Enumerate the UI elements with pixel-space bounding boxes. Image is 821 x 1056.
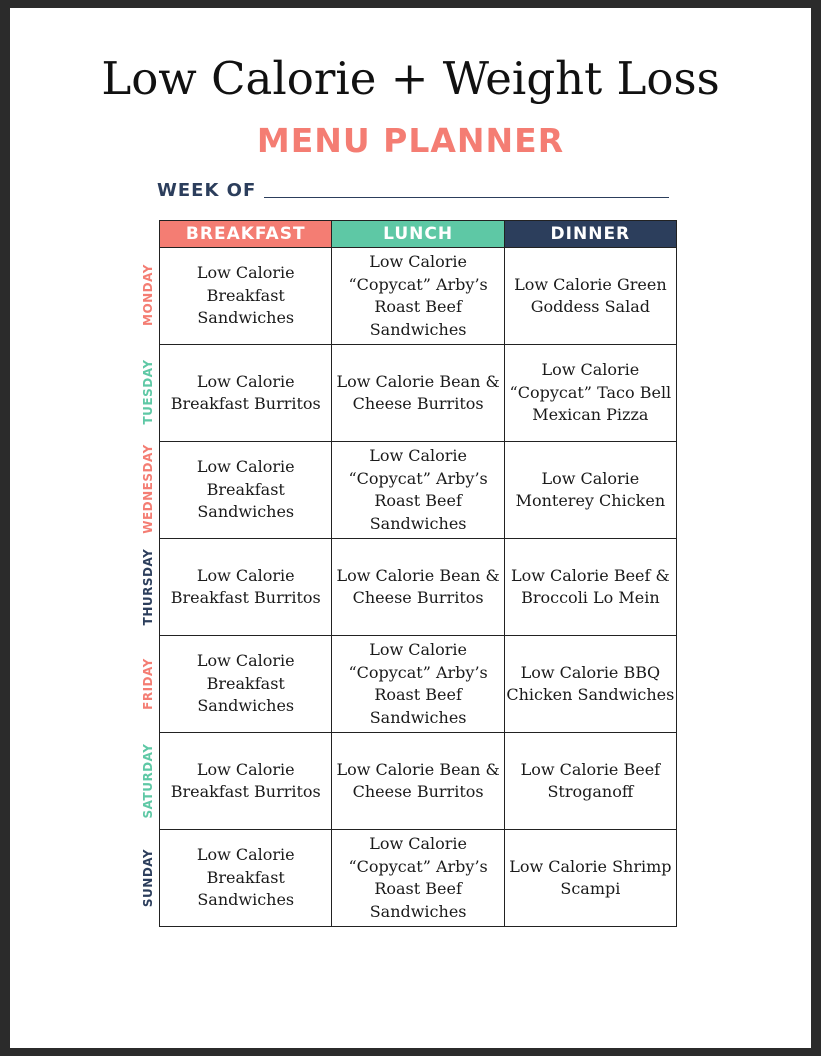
day-label-sunday: SUNDAY	[141, 849, 155, 908]
meal-cell-lunch: Low Calorie “Copycat” Arby’s Roast Beef Sandwiches	[332, 442, 504, 539]
meal-cell-lunch: Low Calorie “Copycat” Arby’s Roast Beef Sandwiches	[332, 248, 504, 345]
week-of-label: WEEK OF	[157, 180, 257, 201]
table-row	[160, 539, 677, 636]
meal-cell-breakfast: Low Calorie Breakfast Burritos	[160, 345, 332, 442]
table-row	[160, 636, 677, 733]
table-row	[160, 442, 677, 539]
meal-cell-lunch: Low Calorie Bean & Cheese Burritos	[332, 345, 504, 442]
document-page	[10, 8, 811, 1048]
meal-cell-breakfast: Low Calorie Breakfast Burritos	[160, 539, 332, 636]
page-title: Low Calorie + Weight Loss	[101, 52, 720, 105]
day-label-wednesday: WEDNESDAY	[141, 444, 155, 535]
meal-cell-dinner: Low Calorie Beef & Broccoli Lo Mein	[504, 539, 676, 636]
day-label-saturday: SATURDAY	[141, 743, 155, 819]
meal-cell-dinner: Low Calorie Beef Stroganoff	[504, 733, 676, 830]
meal-cell-dinner: Low Calorie BBQ Chicken Sandwiches	[504, 636, 676, 733]
meal-cell-lunch: Low Calorie “Copycat” Arby’s Roast Beef Sandwiches	[332, 636, 504, 733]
day-label-monday: MONDAY	[141, 263, 155, 326]
table-row	[160, 830, 677, 927]
day-label-tuesday: TUESDAY	[141, 359, 155, 425]
meal-cell-breakfast: Low Calorie Breakfast Sandwiches	[160, 442, 332, 539]
meal-cell-dinner: Low Calorie “Copycat” Taco Bell Mexican Pizza	[504, 345, 676, 442]
header-lunch: LUNCH	[332, 221, 504, 248]
week-of-line	[264, 197, 669, 198]
meal-cell-dinner: Low Calorie Green Goddess Salad	[504, 248, 676, 345]
day-label-thursday: THURSDAY	[141, 548, 155, 625]
header-row	[160, 221, 677, 248]
meal-cell-breakfast: Low Calorie Breakfast Sandwiches	[160, 248, 332, 345]
meal-cell-dinner: Low Calorie Monterey Chicken	[504, 442, 676, 539]
meal-cell-breakfast: Low Calorie Breakfast Sandwiches	[160, 636, 332, 733]
table-row	[160, 345, 677, 442]
meal-cell-lunch: Low Calorie Bean & Cheese Burritos	[332, 539, 504, 636]
meal-cell-lunch: Low Calorie Bean & Cheese Burritos	[332, 733, 504, 830]
page-subtitle: MENU PLANNER	[256, 121, 565, 160]
header-breakfast: BREAKFAST	[160, 221, 332, 248]
week-of-field	[157, 180, 669, 201]
meal-cell-breakfast: Low Calorie Breakfast Burritos	[160, 733, 332, 830]
table-row	[160, 733, 677, 830]
menu-table	[159, 220, 677, 927]
meal-cell-breakfast: Low Calorie Breakfast Sandwiches	[160, 830, 332, 927]
table-row	[160, 248, 677, 345]
header-dinner: DINNER	[504, 221, 676, 248]
day-label-friday: FRIDAY	[141, 658, 155, 710]
meal-cell-lunch: Low Calorie “Copycat” Arby’s Roast Beef Sandwiches	[332, 830, 504, 927]
meal-cell-dinner: Low Calorie Shrimp Scampi	[504, 830, 676, 927]
